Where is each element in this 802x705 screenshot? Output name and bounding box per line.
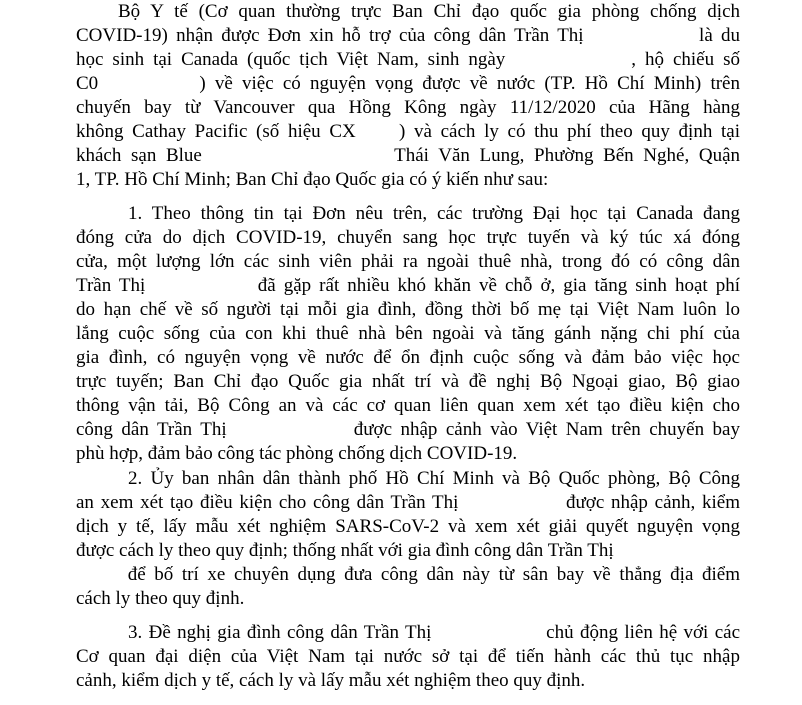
text-line: lắng cuộc sống của con khi thuê nhà bên ngoài và tăng gánh nặng chi phí của <box>76 323 740 344</box>
text-line: Trần Thị đã gặp rất nhiều khó khăn về chỗ ở, gia tăng sinh hoạt phí <box>76 275 740 296</box>
text-line: do hạn chế về số người tại mỗi gia đình, đồng thời bố mẹ tại Việt Nam luôn lo <box>76 299 740 320</box>
text-line: C0 ) về việc có nguyện vọng được về nước (TP. Hồ Chí Minh) trên <box>76 73 740 94</box>
text-line: Cơ quan đại diện của Việt Nam tại nước sở tại để tiến hành các thủ tục nhập <box>76 646 740 667</box>
text-line: 2. Ủy ban nhân dân thành phố Hồ Chí Minh và Bộ Quốc phòng, Bộ Công <box>128 468 740 489</box>
text-line: học sinh tại Canada (quốc tịch Việt Nam, sinh ngày , hộ chiếu số <box>76 49 740 70</box>
text-line: cảnh, kiểm dịch y tế, cách ly và lấy mẫu xét nghiệm theo quy định. <box>76 670 586 691</box>
text-line: 1, TP. Hồ Chí Minh; Ban Chỉ đạo Quốc gia có ý kiến như sau: <box>76 169 549 190</box>
text-line: được cách ly theo quy định; thống nhất với gia đình công dân Trần Thị <box>76 540 614 561</box>
text-line: đóng cửa do dịch COVID-19, chuyển sang học trực tuyến và ký túc xá đóng <box>76 227 740 248</box>
text-line: cửa, một lượng lớn các sinh viên phải ra ngoài thuê nhà, trong đó có công dân <box>76 251 740 272</box>
text-line: cách ly theo quy định. <box>76 588 245 609</box>
text-line: gia đình, có nguyện vọng về nước để ổn định cuộc sống và đảm bảo việc học <box>76 347 740 368</box>
text-line: phù hợp, đảm bảo công tác phòng chống dịch COVID-19. <box>76 443 518 464</box>
text-line: khách sạn Blue Thái Văn Lung, Phường Bến Nghé, Quận <box>76 145 740 166</box>
text-line: dịch y tế, lấy mẫu xét nghiệm SARS-CoV-2 và xem xét giải quyết nguyện vọng <box>76 516 740 537</box>
text-line: Bộ Y tế (Cơ quan thường trực Ban Chỉ đạo quốc gia phòng chống dịch <box>118 1 740 22</box>
text-line: công dân Trần Thị được nhập cảnh vào Việt Nam trên chuyến bay <box>76 419 740 440</box>
text-line: chuyến bay từ Vancouver qua Hồng Kông ngày 11/12/2020 của Hãng hàng <box>76 97 740 118</box>
text-line: an xem xét tạo điều kiện cho công dân Trần Thị được nhập cảnh, kiểm <box>76 492 740 513</box>
text-line: 3. Đề nghị gia đình công dân Trần Thị chủ động liên hệ với các <box>128 622 740 643</box>
text-line: thông vận tải, Bộ Công an và các cơ quan liên quan xem xét tạo điều kiện cho <box>76 395 740 416</box>
text-line: để bố trí xe chuyên dụng đưa công dân này từ sân bay về thẳng địa điểm <box>76 564 740 585</box>
text-line: 1. Theo thông tin tại Đơn nêu trên, các trường Đại học tại Canada đang <box>128 203 740 224</box>
text-line: COVID-19) nhận được Đơn xin hỗ trợ của công dân Trần Thị là du <box>76 25 740 46</box>
text-line: trực tuyến; Ban Chỉ đạo Quốc gia nhất trí và đề nghị Bộ Ngoại giao, Bộ giao <box>76 371 740 392</box>
text-line: không Cathay Pacific (số hiệu CX ) và cách ly có thu phí theo quy định tại <box>76 121 740 142</box>
